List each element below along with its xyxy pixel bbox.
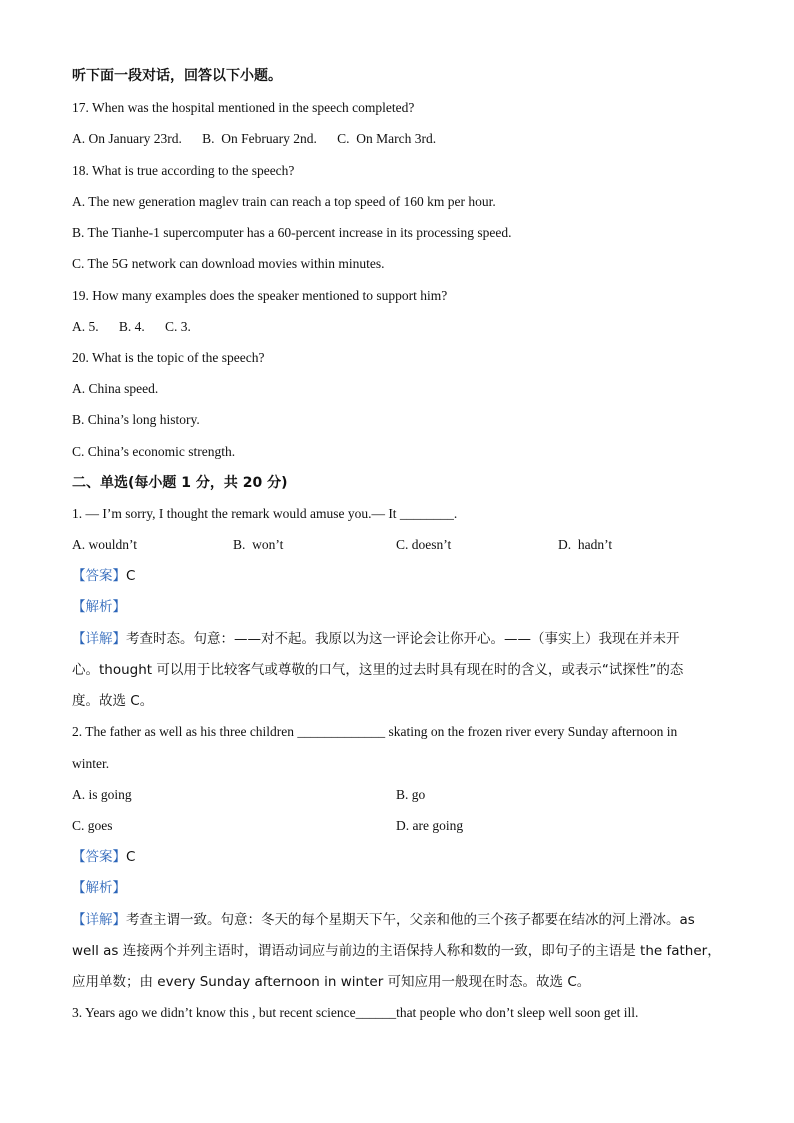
question-2-option-c: C. goes [72,818,113,833]
question-2-line-1: 2. The father as well as his three children _____________ skating on the frozen river every Sunday afternoon in [72,724,678,739]
question-17-options: A. On January 23rd. B. On February 2nd. C. On March 3rd. [72,131,437,146]
question-18-option-b: B. The Tianhe-1 supercomputer has a 60-percent increase in its processing speed. [72,225,512,240]
question-1-analysis-label: 【解析】 [72,599,126,615]
question-2-detail-line-1: 【详解】考查主谓一致。句意：冬天的每个星期天下午，父亲和他的三个孩子都要在结冰的河上滑冰。as [72,912,695,928]
question-2-detail-line-3: 应用单数；由 every Sunday afternoon in winter 可知应用一般现在时态。故选 C。 [72,974,591,990]
question-3: 3. Years ago we didn’t know this , but recent science______that people who don’t sleep well soon get ill. [72,1005,639,1020]
question-1-option-d: D. hadn’t [558,537,613,552]
question-20: 20. What is the topic of the speech? [72,350,265,365]
question-18-option-c: C. The 5G network can download movies within minutes. [72,256,385,271]
question-2-detail-line-2: well as 连接两个并列主语时，谓语动词应与前边的主语保持人称和数的一致，即句子的主语是 the father， [72,943,721,959]
question-19-options: A. 5. B. 4. C. 3. [72,319,191,334]
question-1-option-a: A. wouldn’t [72,537,138,552]
question-2-option-b: B. go [396,787,426,802]
question-1-detail-line-3: 度。故选 C。 [72,693,154,709]
question-1-detail-line-2: 心。thought 可以用于比较客气或尊敬的口气，这里的过去时具有现在时的含义，或表示“试探性”的态 [72,662,684,678]
question-1: 1. — I’m sorry, I thought the remark would amuse you.— It ________. [72,506,458,521]
question-18: 18. What is true according to the speech? [72,163,295,178]
question-20-option-b: B. China’s long history. [72,412,200,427]
section-heading-single-choice: 二、单选(每小题 1 分，共 20 分) [72,475,288,491]
question-1-answer: 【答案】C [72,568,136,584]
question-2-answer: 【答案】C [72,849,136,865]
question-2-line-2: winter. [72,756,110,771]
question-20-option-a: A. China speed. [72,381,159,396]
question-2-option-d: D. are going [396,818,464,833]
question-20-option-c: C. China’s economic strength. [72,444,236,459]
question-2-option-a: A. is going [72,787,132,802]
question-17: 17. When was the hospital mentioned in the speech completed? [72,100,415,115]
section-heading-listening: 听下面一段对话，回答以下小题。 [72,68,282,84]
question-1-option-c: C. doesn’t [396,537,452,552]
question-2-analysis-label: 【解析】 [72,880,126,896]
question-1-option-b: B. won’t [233,537,284,552]
question-1-detail-line-1: 【详解】考查时态。句意：——对不起。我原以为这一评论会让你开心。——（事实上）我现在并未开 [72,631,680,647]
question-18-option-a: A. The new generation maglev train can reach a top speed of 160 km per hour. [72,194,496,209]
question-19: 19. How many examples does the speaker mentioned to support him? [72,288,448,303]
